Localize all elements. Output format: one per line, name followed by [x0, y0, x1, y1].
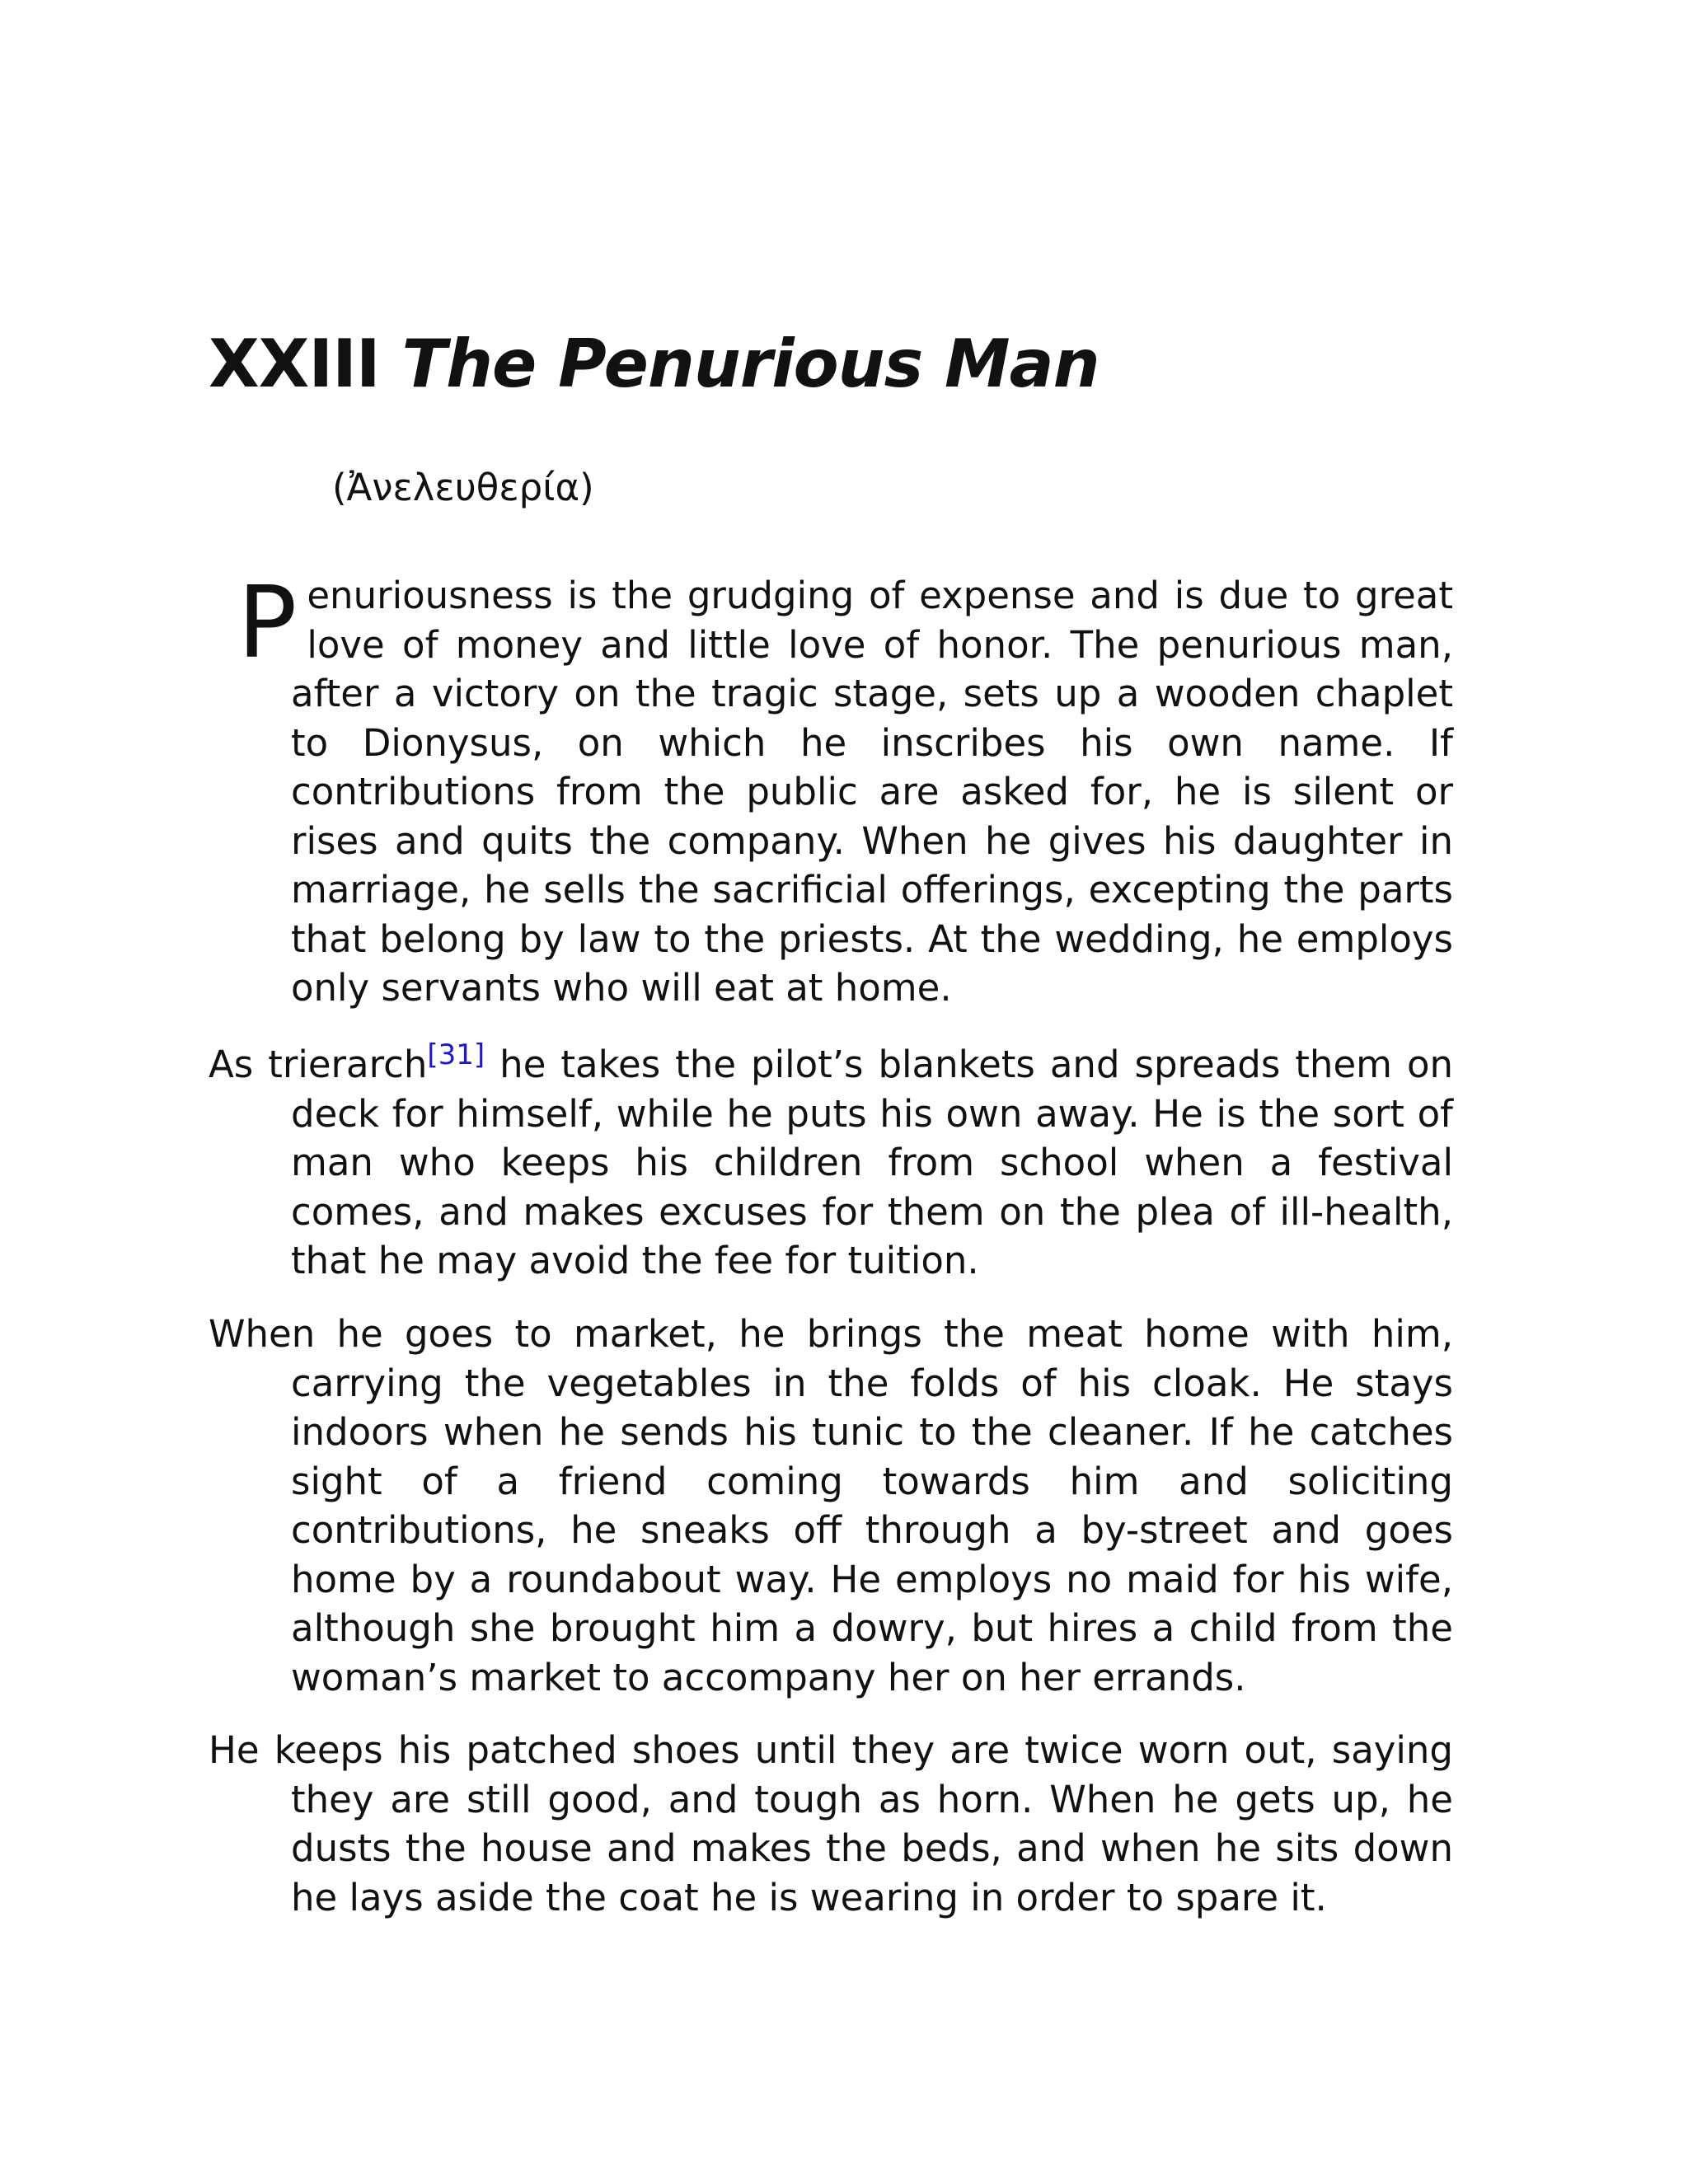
document-page [209, 0, 1453, 2184]
paragraph-1 [209, 566, 1453, 1013]
footnote-link-31[interactable]: [31] [427, 1038, 485, 1071]
chapter-numeral: XXIII [209, 326, 380, 402]
paragraph-2 [209, 1040, 1453, 1286]
chapter-name: The Penurious Man [401, 326, 1100, 402]
paragraph-2-text: he takes the pilot’s blankets and spreads them on deck for himself, while he puts his own away. He is the sort of man who keeps his children from school when a festival comes, and makes excuses for them on the plea of ill-health, that he may avoid the fee for tuition. [291, 1043, 1453, 1282]
chapter-title [209, 323, 1100, 405]
chapter-subtitle: (Ἀνελευθερία) [332, 466, 594, 509]
paragraph-4: He keeps his patched shoes until they are twice worn out, saying they are still good, and tough as horn. When he gets up, he dusts the house and makes the beds, and when he sits down he lays aside the coat he is wearing in order to spare it. [209, 1728, 1453, 1919]
paragraph-1-text: enuriousness is the grudging of expense and is due to great love of money and little love of honor. The penurious man, after a victory on the tragic stage, sets up a wooden chaplet to Dionysus, on which he inscribes his own name. If contributions from the public are asked for, he is silent or rises and quits the company. When he gives his daughter in marriage, he sells the sacrificial offerings, excepting the parts that belong by law to the priests. At the wedding, he employs only servants who will eat at home. [291, 574, 1453, 1010]
paragraph-3: When he goes to market, he brings the meat home with him, carrying the vegetables in the folds of his cloak. He stays indoors when he sends his tunic to the cleaner. If he catches sight of a friend coming towards him and soliciting contributions, he sneaks off through a by-street and goes home by a roundabout way. He employs no maid for his wife, although she brought him a dowry, but hires a child from the woman’s market to accompany her on her errands. [209, 1312, 1453, 1699]
paragraph-2-lead: As trierarch [209, 1043, 428, 1086]
drop-cap: P [237, 566, 298, 681]
